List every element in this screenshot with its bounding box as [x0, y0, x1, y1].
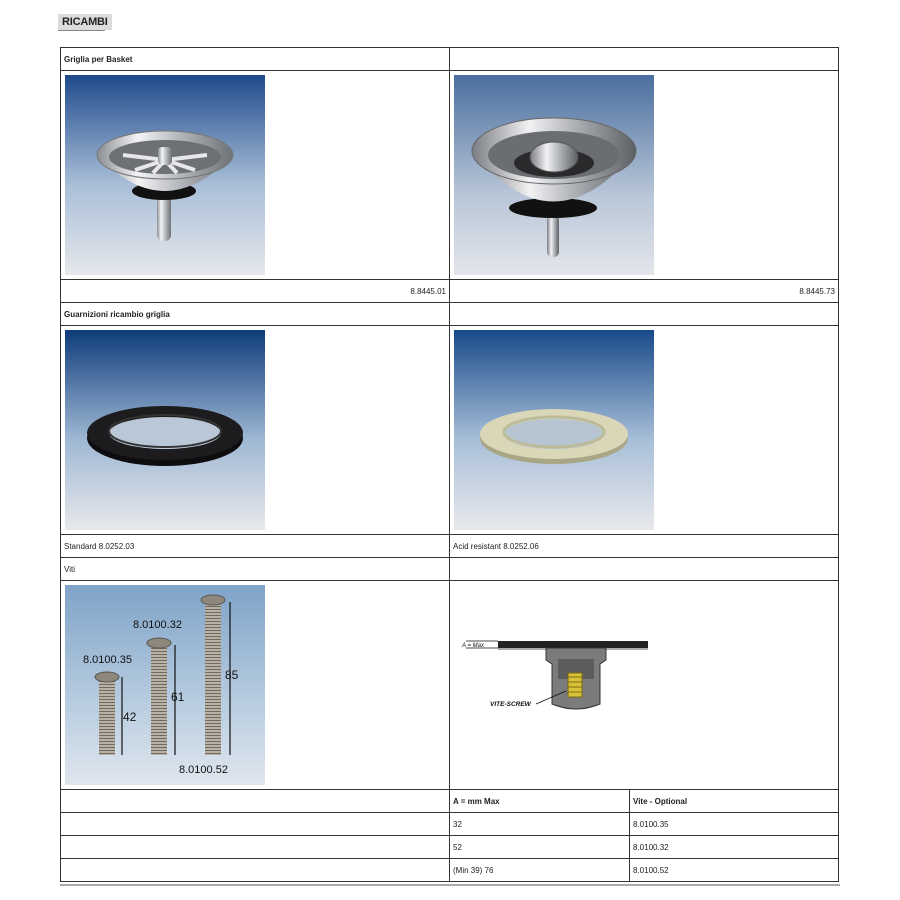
empty-cell [61, 790, 450, 813]
empty-cell [450, 303, 839, 326]
table-row [61, 836, 839, 859]
table-cell-a: 32 [450, 813, 630, 836]
table-header-vite: Vite - Optional [630, 790, 839, 813]
gasket-caption-left: Standard 8.0252.03 [61, 535, 450, 558]
screw-dim-b: 61 [171, 690, 185, 704]
gaskets-section-title: Guarnizioni ricambio griglia [61, 303, 450, 326]
basket-photo-cell [450, 71, 839, 280]
screw-code-b: 8.0100.35 [83, 654, 132, 666]
screws-section-title: Viti [61, 558, 450, 581]
black-gasket-image [65, 330, 265, 530]
basket-section-title: Griglia per Basket [61, 48, 450, 71]
empty-cell [450, 558, 839, 581]
parts-table [60, 47, 839, 882]
table-row [61, 859, 839, 882]
gasket-photo-cell [450, 326, 839, 535]
dimension-label: A = Max [462, 643, 484, 649]
basket-strainer-image [65, 75, 265, 275]
basket-code-left: 8.8445.01 [61, 280, 450, 303]
basket-strainer-cap-image [454, 75, 654, 275]
screws-photo-cell [61, 581, 450, 790]
screw-callout-label: VITE-SCREW [490, 701, 531, 708]
table-cell-vite: 8.0100.52 [630, 859, 839, 882]
screw-code-a: 8.0100.32 [133, 619, 182, 631]
table-header-a: A = mm Max [450, 790, 630, 813]
basket-photo-cell [61, 71, 450, 280]
table-cell-a: 52 [450, 836, 630, 859]
beige-gasket-image [454, 330, 654, 530]
empty-cell [61, 859, 450, 882]
section-title: RICAMBI [58, 14, 112, 30]
screw-dim-a: 42 [123, 710, 137, 724]
gasket-photo-cell [61, 326, 450, 535]
table-cell-vite: 8.0100.32 [630, 836, 839, 859]
screw-code-c: 8.0100.52 [179, 764, 228, 776]
empty-cell [61, 813, 450, 836]
basket-code-right: 8.8445.73 [450, 280, 839, 303]
screw-dim-c: 85 [225, 668, 239, 682]
empty-cell [61, 836, 450, 859]
screw-mount-diagram [454, 639, 654, 729]
gasket-caption-right: Acid resistant 8.0252.06 [450, 535, 839, 558]
title-underline [58, 30, 105, 31]
table-row [61, 813, 839, 836]
bottom-divider [60, 884, 840, 886]
empty-cell [450, 48, 839, 71]
table-cell-a: (Min 39) 76 [450, 859, 630, 882]
screws-image [65, 585, 265, 785]
screw-diagram-cell [450, 581, 839, 790]
table-cell-vite: 8.0100.35 [630, 813, 839, 836]
